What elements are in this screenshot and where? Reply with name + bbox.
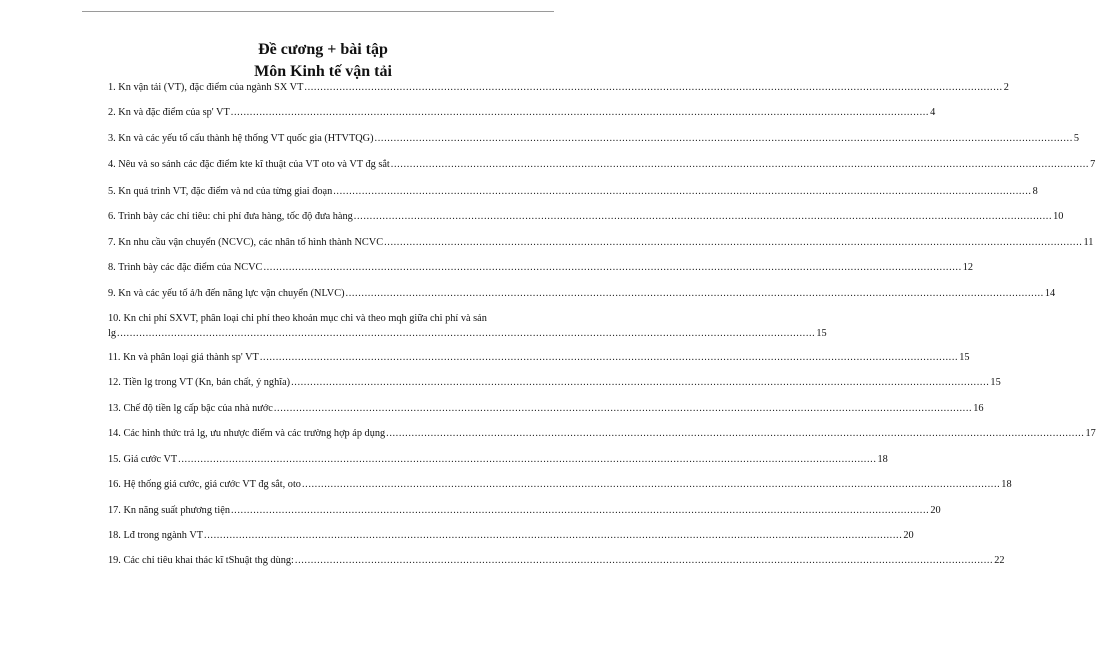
- toc-leader-dots: ............................................................................................................................................................................................................................: [304, 82, 1003, 93]
- toc-entry-page: 10: [1053, 211, 1064, 222]
- toc-leader-dots: ............................................................................................................................................................................................................................: [291, 377, 990, 388]
- toc-entry: [108, 106, 936, 119]
- toc-leader-dots: ............................................................................................................................................................................................................................: [386, 428, 1085, 439]
- toc-entry-text: 14. Các hình thức trả lg, ưu nhược điểm và các trường hợp áp dụng: [108, 428, 386, 439]
- toc-entry-continuation: [108, 327, 827, 340]
- toc-entry-text: 6. Trình bày các chỉ tiêu: chi phí đưa hàng, tốc độ đưa hàng: [108, 211, 353, 222]
- toc-entry: [108, 236, 1094, 249]
- toc-entry-page: 11: [1083, 237, 1094, 248]
- toc-entry-text: 12. Tiền lg trong VT (Kn, bản chất, ý nghĩa): [108, 377, 291, 388]
- toc-entry: [108, 81, 1009, 94]
- toc-leader-dots: ............................................................................................................................................................................................................................: [263, 262, 962, 273]
- toc-entry: [108, 312, 827, 340]
- toc-entry-text: 13. Chế độ tiền lg cấp bậc của nhà nước: [108, 403, 273, 414]
- toc-entry-page: 12: [962, 262, 974, 273]
- toc-leader-dots: ............................................................................................................................................................................................................................: [333, 186, 1032, 197]
- toc-leader-dots: ............................................................................................................................................................................................................................: [301, 479, 1001, 490]
- toc-leader-dots: ............................................................................................................................................................................................................................: [273, 403, 973, 414]
- toc-entry-page: 7: [1090, 159, 1096, 170]
- toc-entry: [108, 529, 914, 542]
- toc-entry-page: 18: [877, 454, 888, 465]
- toc-entry: [108, 376, 1001, 389]
- toc-entry: [108, 427, 1096, 440]
- toc-entry-text: 8. Trình bày các đặc điểm của NCVC: [108, 262, 263, 273]
- toc-entry-page: 4: [930, 107, 936, 118]
- toc-entry-page: 15: [816, 328, 827, 339]
- toc-leader-dots: ............................................................................................................................................................................................................................: [294, 555, 994, 566]
- toc-entry-text: 17. Kn năng suất phương tiện: [108, 505, 230, 516]
- toc-entry: [108, 478, 1012, 491]
- toc-entry-page: 16: [973, 403, 984, 414]
- toc-entry-text: 4. Nêu và so sánh các đặc điểm kte kĩ thuật của VT oto và VT đg sắt: [108, 159, 390, 170]
- toc-entry: [108, 402, 984, 415]
- toc-entry-page: 17: [1085, 428, 1096, 439]
- toc-entry-text: 7. Kn nhu cầu vận chuyển (NCVC), các nhân tố hình thành NCVC: [108, 237, 384, 248]
- toc-entry: [108, 351, 970, 364]
- toc-entry-page: 15: [990, 377, 1001, 388]
- toc-entry-page: 2: [1003, 82, 1009, 93]
- toc-entry-text-continued: lg: [108, 328, 117, 339]
- toc-entry: [108, 504, 941, 517]
- toc-entry-text: 2. Kn và đặc điểm của sp' VT: [108, 107, 230, 118]
- toc-leader-dots: ............................................................................................................................................................................................................................: [353, 211, 1053, 222]
- toc-entry-page: 20: [903, 530, 914, 541]
- toc-entry-text: 5. Kn quá trình VT, đặc điểm và nd của từng giai đoạn: [108, 186, 333, 197]
- document-title: Đề cương + bài tập: [258, 41, 388, 58]
- toc-leader-dots: ............................................................................................................................................................................................................................: [390, 159, 1090, 170]
- toc-leader-dots: ............................................................................................................................................................................................................................: [345, 288, 1044, 299]
- toc-entry: [108, 158, 1096, 171]
- toc-entry-text: 15. Giá cước VT: [108, 454, 178, 465]
- toc-entry: [108, 453, 888, 466]
- toc-entry-text: 9. Kn và các yếu tố ả/h đến năng lực vận chuyển (NLVC): [108, 288, 345, 299]
- toc-entry-text: 1. Kn vận tải (VT), đặc điểm của ngành SX VT: [108, 82, 304, 93]
- toc-entry: [108, 132, 1080, 145]
- toc-entry-page: 18: [1001, 479, 1012, 490]
- toc-entry: [108, 185, 1038, 198]
- toc-entry-page: 14: [1044, 288, 1056, 299]
- toc-leader-dots: ............................................................................................................................................................................................................................: [178, 454, 877, 465]
- toc-entry: [108, 554, 1005, 567]
- toc-entry-page: 15: [959, 352, 970, 363]
- toc-entry: [108, 210, 1064, 223]
- toc-entry: [108, 261, 974, 274]
- toc-leader-dots: ............................................................................................................................................................................................................................: [117, 328, 816, 339]
- toc-entry: [108, 287, 1056, 300]
- toc-entry-page: 8: [1032, 186, 1038, 197]
- toc-leader-dots: ............................................................................................................................................................................................................................: [259, 352, 959, 363]
- toc-entry-page: 20: [930, 505, 941, 516]
- document-subtitle: Môn Kinh tế vận tải: [254, 63, 392, 80]
- toc-entry-text: 19. Các chỉ tiêu khai thác kĩ tShuật thg dùng:: [108, 555, 294, 566]
- top-rule: [82, 11, 554, 12]
- toc-entry-page: 5: [1073, 133, 1080, 144]
- toc-leader-dots: ............................................................................................................................................................................................................................: [384, 237, 1083, 248]
- toc-entry-text: 18. Lđ trong ngành VT: [108, 530, 204, 541]
- toc-entry-page: 22: [994, 555, 1005, 566]
- toc-entry-text: 10. Kn chi phí SXVT, phân loại chi phí theo khoản mục chi và theo mqh giữa chi phí và sản: [108, 313, 487, 324]
- toc-leader-dots: ............................................................................................................................................................................................................................: [230, 107, 930, 118]
- toc-entry-text: 3. Kn và các yếu tố cấu thành hệ thống VT quốc gia (HTVTQG): [108, 133, 374, 144]
- toc-entry-text: 16. Hệ thống giá cước, giá cước VT đg sắt, oto: [108, 479, 301, 490]
- toc-leader-dots: ............................................................................................................................................................................................................................: [204, 530, 903, 541]
- toc-leader-dots: ............................................................................................................................................................................................................................: [374, 133, 1073, 144]
- toc-entry-text: 11. Kn và phân loại giá thành sp' VT: [108, 352, 259, 363]
- toc-leader-dots: ............................................................................................................................................................................................................................: [231, 505, 930, 516]
